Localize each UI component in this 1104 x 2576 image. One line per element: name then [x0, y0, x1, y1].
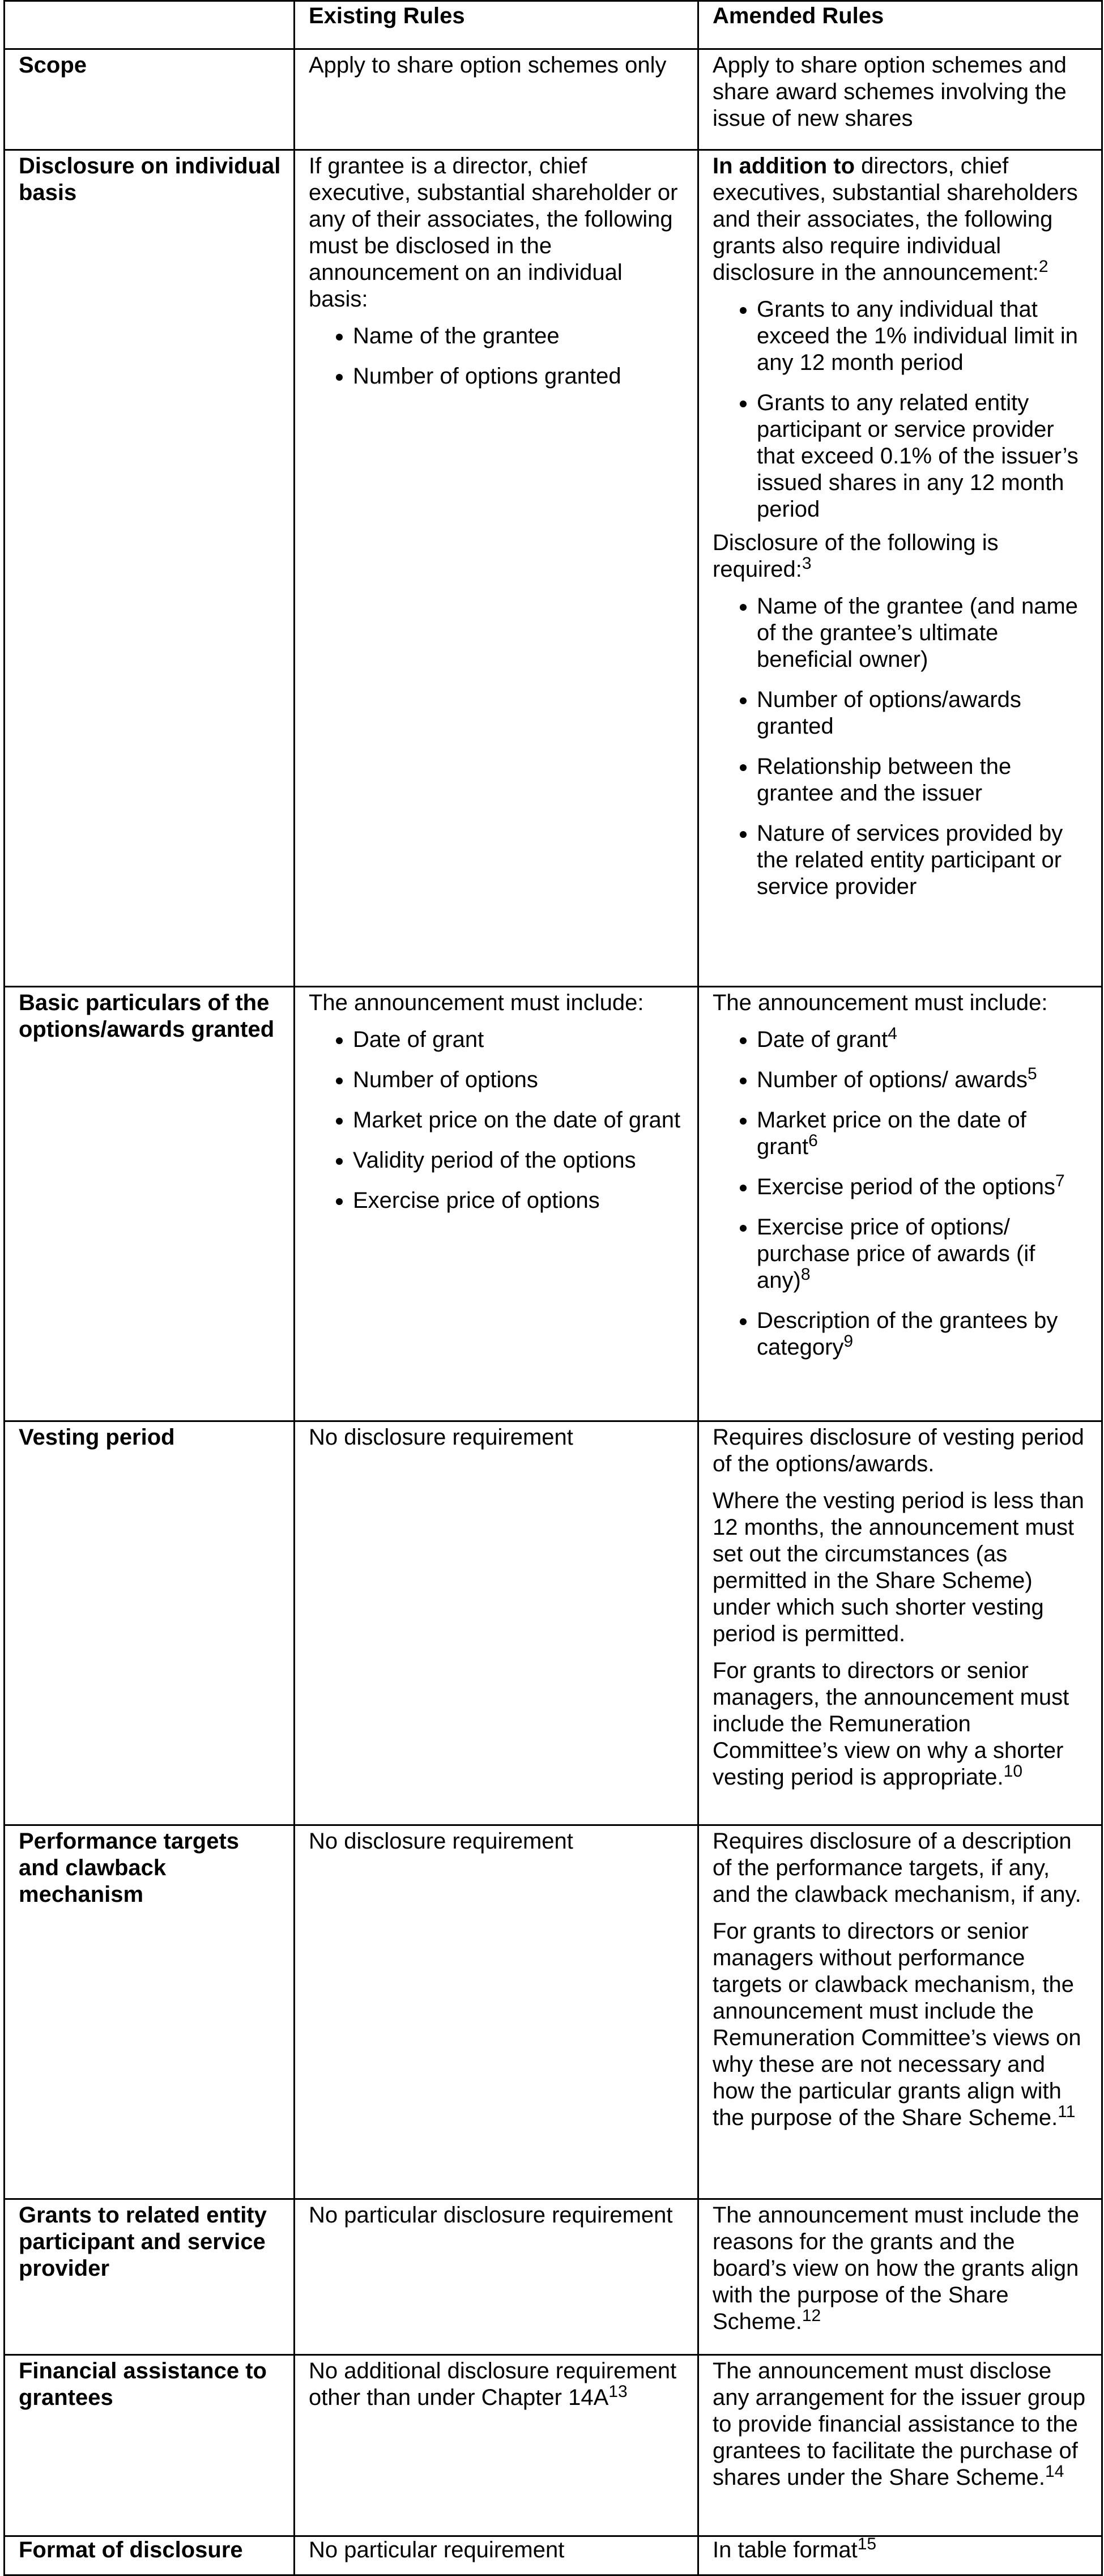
disclosure-required-intro	[713, 530, 1089, 583]
footnote-ref: 15	[857, 2535, 877, 2553]
list-item: • Name of the grantee (and name of the grantee’s ultimate beneficial owner)	[757, 593, 1089, 673]
list-item: • Number of options/ awards$^5$	[757, 1067, 1089, 1093]
basic-amended-list	[713, 1024, 1089, 1361]
financial-amended: The announcement must disclose any arrangement for the issuer group to provide financial assistance to the grantees to facilitate the purchase of shares under the Share Scheme.$^{14}$	[698, 2355, 1102, 2536]
row-format-of-disclosure	[5, 2536, 1102, 2575]
performance-existing: No disclosure requirement	[295, 1825, 698, 2199]
header-row	[5, 1, 1102, 49]
list-item: • Date of grant	[353, 1027, 685, 1053]
paragraph: For grants to directors or senior managers without performance targets or clawback mechanism, the announcement must include the Remuneration Committee’s views on why these are not necessary and how the particular grants align with the purpose of the Share Scheme.$^{11}$	[713, 1919, 1081, 2130]
basic-amended-intro: The announcement must include:	[713, 990, 1048, 1015]
footnote-ref: 10	[1003, 1762, 1023, 1781]
basic-existing	[295, 987, 698, 1421]
footnote-ref: 14	[1045, 2462, 1064, 2481]
list-item: • Grants to any related entity participant or service provider that exceed 0.1% of the issuer’s issued shares in any 12 month period	[757, 390, 1089, 523]
disclosure-existing-intro: If grantee is a director, chief executive, substantial shareholder or any of their associates, the following must be disclosed in the announcement on an individual basis:	[309, 154, 678, 312]
disclosure-existing-list	[309, 323, 685, 390]
rules-comparison-table	[3, 0, 1103, 2576]
basic-existing-intro: The announcement must include:	[309, 990, 644, 1015]
disclosure-required-list	[713, 593, 1089, 900]
paragraph: For grants to directors or senior managers, the announcement must include the Remuneration Committee’s view on why a shorter vesting period is appropriate.$^{10}$	[713, 1658, 1069, 1790]
list-item: • Date of grant$^4$	[757, 1027, 1089, 1053]
footnote-ref: 9	[843, 1332, 854, 1351]
disclosure-existing	[295, 150, 698, 987]
vesting-amended	[698, 1421, 1102, 1825]
row-disclosure	[5, 150, 1102, 987]
list-item: • Number of options granted	[353, 363, 685, 390]
related-existing: No particular disclosure requirement	[295, 2199, 698, 2355]
basic-existing-list	[309, 1027, 685, 1214]
row-related-entity-grants	[5, 2199, 1102, 2355]
emphasis-text: In addition to	[713, 154, 855, 178]
performance-amended	[698, 1825, 1102, 2199]
list-item: • Relationship between the grantee and the issuer	[757, 753, 1089, 807]
row-label-financial-assistance: Financial assistance to grantees	[5, 2355, 295, 2536]
list-item: • Exercise price of options/ purchase price of awards (if any)$^8$	[757, 1214, 1089, 1294]
disclosure-amended-intro	[713, 153, 1089, 286]
row-label-scope: Scope	[5, 49, 295, 150]
footnote-ref: 8	[800, 1265, 811, 1284]
format-amended: In table format$^{15}$	[698, 2536, 1102, 2575]
basic-amended	[698, 987, 1102, 1421]
list-item: • Market price on the date of grant$^6$	[757, 1107, 1089, 1160]
header-amended-rules: Amended Rules	[698, 1, 1102, 49]
related-amended: The announcement must include the reasons for the grants and the board’s view on how the grants align with the purpose of the Share Scheme.$^{12}$	[698, 2199, 1102, 2355]
intro-text: directors, chief executives, substantial shareholders and their associates, the following grants also require individual disclosure in the announcement:	[713, 154, 1078, 285]
list-item: • Name of the grantee	[353, 323, 685, 350]
footnote-ref: 2	[1038, 257, 1048, 276]
list-item: • Validity period of the options	[353, 1147, 685, 1174]
list-item: • Market price on the date of grant	[353, 1107, 685, 1134]
footnote-ref: 7	[1055, 1172, 1065, 1190]
footnote-ref: 5	[1028, 1065, 1037, 1083]
list-item: • Exercise price of options	[353, 1187, 685, 1214]
header-existing-rules: Existing Rules	[295, 1, 698, 49]
list-item: • Number of options	[353, 1067, 685, 1093]
scope-amended: Apply to share option schemes and share award schemes involving the issue of new shares	[698, 49, 1102, 150]
footnote-ref: 6	[808, 1131, 818, 1150]
row-label-basic-particulars: Basic particulars of the options/awards granted	[5, 987, 295, 1421]
list-item: • Nature of services provided by the related entity participant or service provider	[757, 820, 1089, 900]
row-basic-particulars	[5, 987, 1102, 1421]
footnote-ref: 13	[608, 2382, 628, 2401]
format-existing: No particular requirement	[295, 2536, 698, 2575]
row-label-format-of-disclosure: Format of disclosure	[5, 2536, 295, 2575]
footnote-ref: 12	[802, 2306, 821, 2325]
list-item: • Grants to any individual that exceed the 1% individual limit in any 12 month period	[757, 296, 1089, 376]
footnote-ref: 11	[1058, 2102, 1076, 2121]
footnote-ref: 3	[802, 554, 812, 573]
disclosure-amended-list	[713, 296, 1089, 523]
financial-existing: No additional disclosure requirement other than under Chapter $14A^{13}$	[295, 2355, 698, 2536]
row-label-performance-targets: Performance targets and clawback mechanism	[5, 1825, 295, 2199]
list-item: • Number of options/awards granted	[757, 687, 1089, 740]
row-scope	[5, 49, 1102, 150]
disclosure-amended	[698, 150, 1102, 987]
intro-text: Disclosure of the following is required:	[713, 530, 999, 582]
paragraph: Requires disclosure of vesting period of the options/awards.	[713, 1425, 1084, 1476]
paragraph: Where the vesting period is less than 12 months, the announcement must set out the circumstances (as permitted in the Share Scheme) under which such shorter vesting period is permitted.	[713, 1488, 1084, 1646]
list-item: • Exercise period of the options$^7$	[757, 1174, 1089, 1200]
row-label-related-entity-grants: Grants to related entity participant and service provider	[5, 2199, 295, 2355]
row-performance-targets	[5, 1825, 1102, 2199]
vesting-existing: No disclosure requirement	[295, 1421, 698, 1825]
list-item: • Description of the grantees by category$^9$	[757, 1308, 1089, 1361]
row-financial-assistance	[5, 2355, 1102, 2536]
scope-existing: Apply to share option schemes only	[295, 49, 698, 150]
row-vesting-period	[5, 1421, 1102, 1825]
footnote-ref: 4	[888, 1024, 897, 1043]
paragraph: Requires disclosure of a description of the performance targets, if any, and the clawback mechanism, if any.	[713, 1829, 1081, 1907]
row-label-vesting-period: Vesting period	[5, 1421, 295, 1825]
header-blank-cell	[5, 1, 295, 49]
row-label-disclosure: Disclosure on individual basis	[5, 150, 295, 987]
